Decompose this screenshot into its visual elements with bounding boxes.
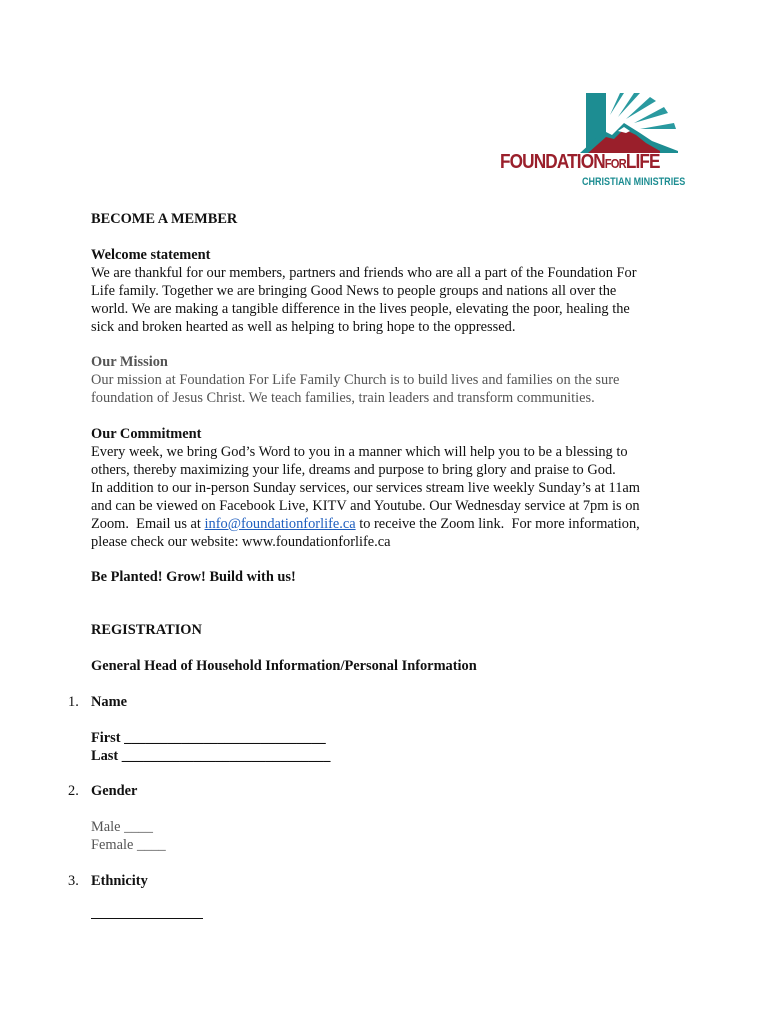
commitment-line: In addition to our in-person Sunday services, our services stream live weekly Sunday’s at 11am xyxy=(91,480,640,496)
email-link[interactable]: info@foundationforlife.ca xyxy=(204,516,356,532)
foundation-for-life-logo xyxy=(500,93,686,191)
ethnicity-field[interactable] xyxy=(91,918,203,919)
name-label: Name xyxy=(91,694,127,710)
first-name-field[interactable]: First ____________________________ xyxy=(91,730,326,746)
page-heading: BECOME A MEMBER xyxy=(91,211,238,227)
logo-wordmark: FOUNDATIONFORLIFE xyxy=(500,151,660,173)
commitment-line: others, thereby maximizing your life, dreams and purpose to bring glory and praise to God. xyxy=(91,462,616,478)
tagline: Be Planted! Grow! Build with us! xyxy=(91,569,296,585)
ethnicity-label: Ethnicity xyxy=(91,873,148,889)
male-option[interactable]: Male ____ xyxy=(91,819,153,835)
registration-title: REGISTRATION xyxy=(91,622,202,638)
commitment-zoom-line: Zoom. Email us at info@foundationforlife.ca to receive the Zoom link. For more information, xyxy=(91,516,640,532)
mission-line: foundation of Jesus Christ. We teach families, train leaders and transform communities. xyxy=(91,390,595,406)
welcome-line: We are thankful for our members, partners and friends who are all a part of the Foundation For xyxy=(91,265,637,281)
mountain-sunburst-icon xyxy=(580,93,678,153)
registration-subtitle: General Head of Household Information/Personal Information xyxy=(91,658,477,674)
mission-title: Our Mission xyxy=(91,354,168,370)
logo-subtitle: CHRISTIAN MINISTRIES xyxy=(582,176,686,188)
commitment-line: please check our website: www.foundationforlife.ca xyxy=(91,534,391,550)
list-number: 1. xyxy=(68,694,79,710)
commitment-line: Every week, we bring God’s Word to you in a manner which will help you to be a blessing to xyxy=(91,444,628,460)
commitment-title: Our Commitment xyxy=(91,426,202,442)
welcome-title: Welcome statement xyxy=(91,247,211,263)
welcome-line: world. We are making a tangible difference in the lives people, elevating the poor, healing the xyxy=(91,301,630,317)
commitment-line: and can be viewed on Facebook Live, KITV and Youtube. Our Wednesday service at 7pm is on xyxy=(91,498,640,514)
list-number: 2. xyxy=(68,783,79,799)
female-option[interactable]: Female ____ xyxy=(91,837,166,853)
list-number: 3. xyxy=(68,873,79,889)
welcome-line: sick and broken hearted as well as helping to bring hope to the oppressed. xyxy=(91,319,516,335)
mission-line: Our mission at Foundation For Life Family Church is to build lives and families on the sure xyxy=(91,372,620,388)
welcome-line: Life family. Together we are bringing Good News to people groups and nations all over the xyxy=(91,283,617,299)
gender-label: Gender xyxy=(91,783,138,799)
last-name-field[interactable]: Last _____________________________ xyxy=(91,748,331,764)
